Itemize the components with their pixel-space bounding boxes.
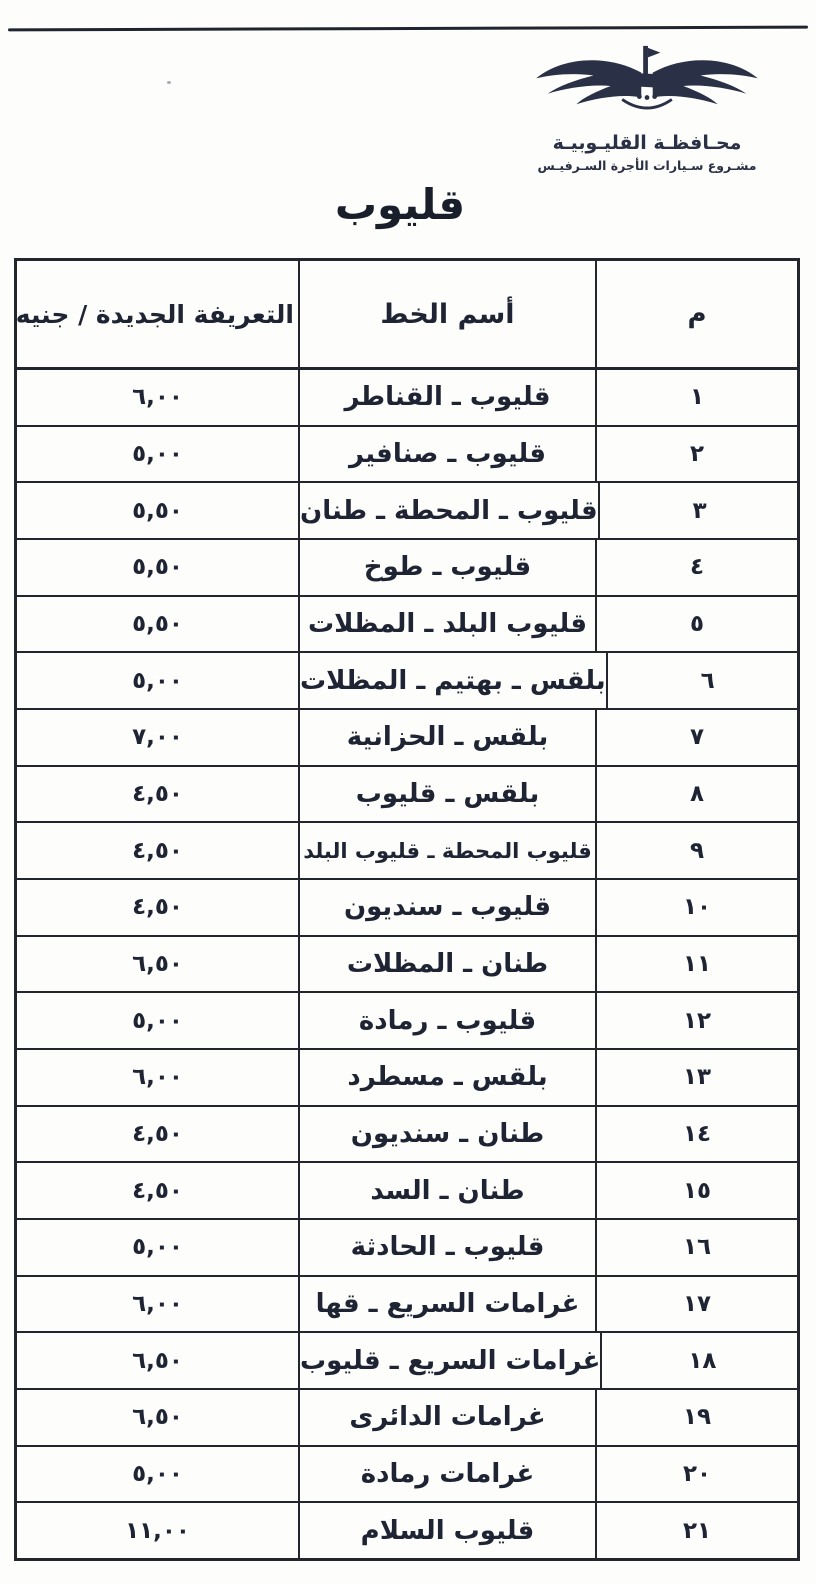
column-header-fare: التعريفة الجديدة / جنيه [15,299,294,329]
row-number: ١٠ [682,894,712,921]
row-number: ٢٠ [682,1461,712,1488]
table-body [17,370,797,1558]
fare-value: ٦,٠٠ [132,1064,183,1091]
org-subtitle: مشـروع سـيارات الأجرة السـرفيـس [537,158,757,173]
fare-value: ٥,٥٠ [132,554,183,581]
fare-value: ٤,٥٠ [132,837,183,864]
line-name: قليوب ـ الحادثة [298,1220,597,1275]
fare-value: ١١,٠٠ [125,1517,190,1544]
row-number: ١٣ [682,1064,712,1091]
column-header-line-name: أسم الخط [298,261,597,367]
row-number: ٢١ [682,1517,712,1544]
table-row [17,821,797,878]
table-row [17,538,797,595]
row-number: ٦ [700,667,715,694]
line-name: بلقس ـ بهتيم ـ المظلات [298,653,608,708]
table-row [17,1218,797,1275]
table-row [17,425,797,482]
table-row [17,1105,797,1162]
table-row [17,1445,797,1502]
row-number: ١٩ [682,1404,712,1431]
table-row [17,1331,797,1388]
scan-artifact [167,81,171,84]
line-name: قليوب ـ المحطة ـ طنان [298,483,600,538]
row-number: ١٢ [682,1007,712,1034]
row-number: ٢ [689,441,705,467]
line-name: غرامات السريع ـ قليوب [298,1333,602,1388]
line-name: قليوب ـ القناطر [298,370,597,425]
fare-value: ٦,٥٠ [132,1347,183,1374]
fare-value: ٤,٥٠ [132,781,183,808]
row-number: ٧ [689,724,705,751]
line-name: طنان ـ السد [298,1163,597,1218]
fare-value: ٥,٥٠ [132,497,183,524]
table-row [17,1275,797,1332]
fare-value: ٦,٠٠ [132,384,183,411]
row-number: ٩ [689,837,705,864]
line-name: بلقس ـ قليوب [298,767,597,822]
line-name: قليوب المحطة ـ قليوب البلد [298,823,597,878]
fare-value: ٥,٠٠ [132,667,183,694]
row-number: ٤ [689,554,705,581]
governorate-winged-emblem-icon [522,44,772,130]
fare-value: ٥,٠٠ [132,1461,183,1488]
row-number: ١٨ [688,1347,717,1374]
line-name: غرامات الدائرى [298,1390,597,1445]
row-number: ١٦ [682,1234,712,1261]
fare-value: ٥,٠٠ [132,441,183,467]
top-rule [8,26,808,32]
fare-value: ٥,٠٠ [132,1007,183,1034]
line-name: قليوب السلام [298,1503,597,1558]
row-number: ١ [689,384,705,411]
line-name: بلقس ـ مسطرد [298,1050,597,1105]
row-number: ١٤ [682,1121,712,1148]
fare-value: ٥,٥٠ [132,611,183,638]
row-number: ١١ [682,951,712,978]
table-row [17,370,797,425]
line-name: قليوب البلد ـ المظلات [298,597,597,652]
line-name: قليوب ـ رمادة [298,993,597,1048]
line-name: غرامات رمادة [298,1447,597,1502]
fare-value: ٧,٠٠ [132,724,183,751]
fare-value: ٦,٥٠ [132,951,183,978]
fare-value: ٦,٥٠ [132,1404,183,1431]
column-header-index: م [687,299,707,329]
row-number: ١٧ [682,1291,712,1318]
line-name: طنان ـ سنديون [298,1107,597,1162]
table-row [17,481,797,538]
line-name: قليوب ـ سنديون [298,880,597,935]
row-number: ٣ [692,497,707,524]
line-name: غرامات السريع ـ قها [298,1277,597,1332]
row-number: ١٥ [682,1177,712,1204]
fare-value: ٤,٥٠ [132,1177,183,1204]
fare-value: ٤,٥٠ [132,1121,183,1148]
table-row [17,651,797,708]
fare-value: ٤,٥٠ [132,894,183,921]
table-row [17,935,797,992]
fare-table [14,258,800,1561]
letterhead [492,44,802,173]
page-title: قليوب [334,180,466,229]
line-name: بلقس ـ الحزانية [298,710,597,765]
table-row [17,1161,797,1218]
line-name: قليوب ـ طوخ [298,540,597,595]
table-row [17,708,797,765]
fare-value: ٦,٠٠ [132,1291,183,1318]
table-row [17,1501,797,1558]
line-name: طنان ـ المظلات [298,937,597,992]
row-number: ٨ [689,781,705,808]
line-name: قليوب ـ صنافير [298,427,597,482]
org-name: محـافظـة القليـوبيـة [552,132,742,154]
table-row [17,765,797,822]
row-number: ٥ [689,611,705,638]
table-row [17,1388,797,1445]
table-row [17,991,797,1048]
table-row [17,1048,797,1105]
table-row [17,595,797,652]
table-header-row [17,261,797,370]
fare-value: ٥,٠٠ [132,1234,183,1261]
table-row [17,878,797,935]
